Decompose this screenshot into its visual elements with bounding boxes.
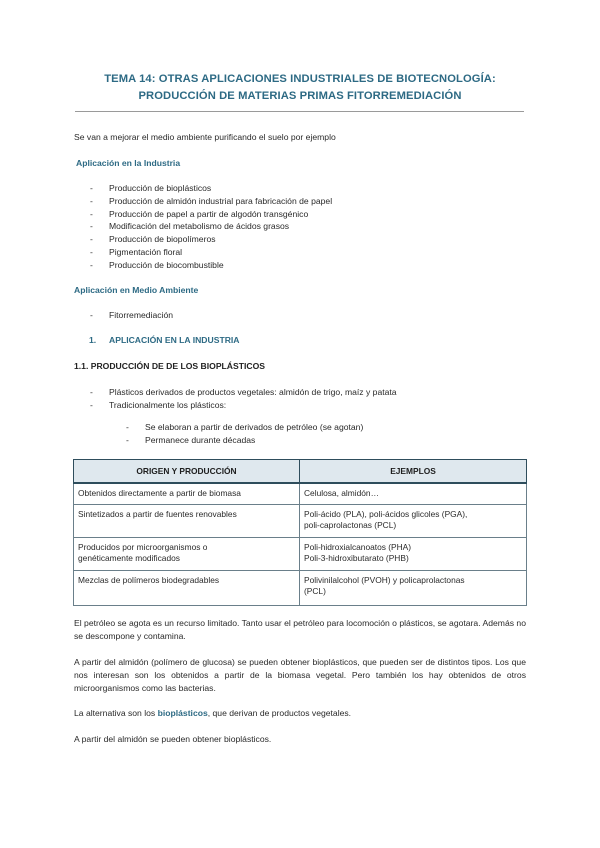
list-item: - Tradicionalmente los plásticos: [90, 399, 227, 410]
table-row [74, 483, 527, 504]
title-line-1: TEMA 14: OTRAS APLICACIONES INDUSTRIALES DE BIOTECNOLOGÍA: [104, 73, 496, 85]
table-cell-examples: Poli-hidroxialcanoatos (PHA) Poli-3-hidroxibutarato (PHB) [300, 537, 527, 570]
page-title [72, 71, 528, 105]
subsection-heading: 1.1. PRODUCCIÓN DE DE LOS BIOPLÁSTICOS [74, 361, 265, 371]
highlighted-term: bioplásticos [157, 708, 208, 718]
table-header-row [74, 460, 527, 484]
table-cell-examples: Poli-ácido (PLA), poli-ácidos glicoles (PGA), poli-caprolactonas (PCL) [300, 504, 527, 537]
table-cell-examples: Celulosa, almidón… [300, 483, 527, 504]
environment-list [90, 309, 173, 322]
table-row [74, 504, 527, 537]
list-item: - Producción de almidón industrial para fabricación de papel [90, 195, 333, 206]
list-item: - Pigmentación floral [90, 246, 183, 257]
table-cell-examples: Polivinilalcohol (PVOH) y policaprolactonas (PCL) [300, 570, 527, 605]
paragraph-starch-bioplastics: A partir del almidón se pueden obtener bioplásticos. [74, 734, 272, 744]
table-cell-origin: Producidos por microorganismos o genéticamente modificados [74, 537, 300, 570]
table-cell-origin: Obtenidos directamente a partir de biomasa [74, 483, 300, 504]
paragraph-petroleum: El petróleo se agota es un recurso limitado. Tanto usar el petróleo para locomoción o plásticos, se agotara. Además no se descompone y contamina. [74, 618, 526, 641]
table-cell-origin: Sintetizados a partir de fuentes renovables [74, 504, 300, 537]
title-divider [75, 111, 524, 112]
table-header-examples: EJEMPLOS [300, 460, 527, 484]
traditional-sublist [126, 421, 364, 447]
intro-text: Se van a mejorar el medio ambiente purificando el suelo por ejemplo [74, 132, 336, 142]
list-item: - Plásticos derivados de productos vegetales: almidón de trigo, maíz y patata [90, 387, 397, 397]
title-line-2: PRODUCCIÓN DE MATERIAS PRIMAS FITORREMEDIACIÓN [138, 90, 462, 102]
table-cell-origin: Mezclas de polímeros biodegradables [74, 570, 300, 605]
table-row [74, 570, 527, 605]
bioplastics-table [73, 459, 527, 606]
list-item: - Producción de biocombustible [90, 259, 224, 270]
list-item: - Modificación del metabolismo de ácidos grasos [90, 221, 290, 232]
section-heading: APLICACIÓN EN LA INDUSTRIA [109, 335, 240, 345]
list-item: - Fitorremediación [90, 310, 173, 320]
industry-list [90, 182, 333, 272]
list-item: - Permanece durante décadas [126, 434, 256, 445]
list-item: - Producción de biopolímeros [90, 234, 216, 245]
paragraph-alternative: La alternativa son los bioplásticos, que derivan de productos vegetales. [74, 708, 352, 718]
section-number: 1. [89, 335, 97, 345]
table-row [74, 537, 527, 570]
list-item: - Producción de papel a partir de algodón transgénico [90, 208, 309, 219]
table-header-origin: ORIGEN Y PRODUCCIÓN [74, 460, 300, 484]
industry-heading: Aplicación en la Industria [76, 158, 181, 168]
environment-heading: Aplicación en Medio Ambiente [74, 285, 199, 295]
bioplastics-list [90, 386, 397, 412]
list-item: - Se elaboran a partir de derivados de petróleo (se agotan) [126, 422, 364, 432]
paragraph-starch: A partir del almidón (polímero de glucosa) se pueden obtener bioplásticos, que pueden ser de distintos tipos. Los que nos interesan son los obtenidos a partir de la biomasa vegetal. Pero también los hay obtenidos de otros microorganismos como las bacterias. [74, 657, 526, 693]
list-item: - Producción de bioplásticos [90, 183, 212, 193]
